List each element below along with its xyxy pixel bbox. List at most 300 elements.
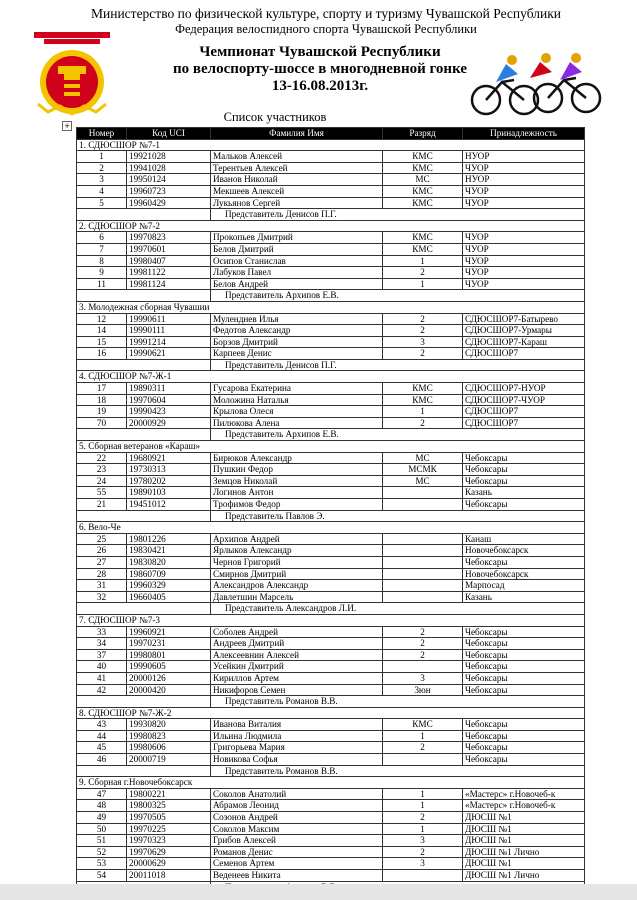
cell-number: 21: [77, 499, 127, 511]
cell-uci-code: 19960429: [127, 197, 211, 209]
team-group-row: [77, 220, 585, 232]
cell-uci-code: 19960723: [127, 185, 211, 197]
cell-number: 18: [77, 394, 127, 406]
table-row: [77, 580, 585, 592]
cell-number: 12: [77, 313, 127, 325]
cell-name: Абрамов Леонид: [211, 800, 383, 812]
table-row: [77, 348, 585, 360]
cell-number: 50: [77, 823, 127, 835]
team-group-row: [77, 371, 585, 383]
cell-number: 33: [77, 626, 127, 638]
cell-rank: 2: [383, 325, 463, 337]
cell-name: Ильина Людмила: [211, 730, 383, 742]
representative-row: [77, 359, 585, 371]
table-row: [77, 800, 585, 812]
table-row: [77, 151, 585, 163]
cell-number: 17: [77, 383, 127, 395]
cell-name: Семенов Артем: [211, 858, 383, 870]
cell-uci-code: 19960329: [127, 580, 211, 592]
cell-rank: 2: [383, 742, 463, 754]
cell-rank: КМС: [383, 162, 463, 174]
participants-table: [76, 127, 585, 893]
representative-spacer: [77, 359, 211, 371]
cell-affiliation: НУОР: [463, 151, 585, 163]
representative-spacer: [77, 290, 211, 302]
cell-affiliation: Чебоксары: [463, 742, 585, 754]
cell-uci-code: 19970601: [127, 243, 211, 255]
title-line-1: Чемпионат Чувашской Республики: [199, 44, 441, 60]
representative-row: [77, 603, 585, 615]
table-row: [77, 638, 585, 650]
cell-name: Соболев Андрей: [211, 626, 383, 638]
cell-affiliation: «Мастерс» г.Новочеб-к: [463, 788, 585, 800]
cell-affiliation: СДЮСШОР7: [463, 348, 585, 360]
cell-uci-code: 19990111: [127, 325, 211, 337]
cell-affiliation: ДЮСШ №1: [463, 812, 585, 824]
representative-text: Представитель Романов В.В.: [211, 765, 585, 777]
window-bottom-bar: [0, 884, 637, 900]
cell-name: Логинов Антон: [211, 487, 383, 499]
cell-number: 4: [77, 185, 127, 197]
cell-number: 22: [77, 452, 127, 464]
cell-uci-code: 19830421: [127, 545, 211, 557]
cell-name: Лукьянов Сергей: [211, 197, 383, 209]
table-row: [77, 545, 585, 557]
cell-number: 8: [77, 255, 127, 267]
representative-text: Представитель Павлов Э.: [211, 510, 585, 522]
cell-affiliation: НУОР: [463, 174, 585, 186]
representative-row: [77, 290, 585, 302]
cell-uci-code: 19970604: [127, 394, 211, 406]
column-header-affiliation: Принадлежность: [463, 128, 585, 140]
cell-name: Веденеев Никита: [211, 870, 383, 882]
table-row: [77, 278, 585, 290]
cell-affiliation: Чебоксары: [463, 730, 585, 742]
table-row: [77, 626, 585, 638]
cell-uci-code: 19930820: [127, 719, 211, 731]
cell-number: 26: [77, 545, 127, 557]
cell-uci-code: 19950124: [127, 174, 211, 186]
cell-name: Карпеев Денис: [211, 348, 383, 360]
cell-affiliation: СДЮСШОР7: [463, 417, 585, 429]
cell-name: Иванов Николай: [211, 174, 383, 186]
cell-uci-code: 19990611: [127, 313, 211, 325]
cell-affiliation: ЧУОР: [463, 232, 585, 244]
cell-rank: МСМК: [383, 464, 463, 476]
cell-uci-code: 19941028: [127, 162, 211, 174]
cell-uci-code: 19970629: [127, 846, 211, 858]
cell-name: Кириллов Артем: [211, 672, 383, 684]
cell-rank: 3: [383, 835, 463, 847]
representative-text: Представитель Александров Л.И.: [211, 603, 585, 615]
team-group-row: [77, 614, 585, 626]
cell-uci-code: 20000420: [127, 684, 211, 696]
representative-spacer: [77, 209, 211, 221]
cell-uci-code: 20011018: [127, 870, 211, 882]
cell-uci-code: 19921028: [127, 151, 211, 163]
team-group-title: 5. Сборная ветеранов «Караш»: [77, 441, 585, 453]
cell-rank: 3: [383, 858, 463, 870]
representative-text: Представитель Романов В.В.: [211, 696, 585, 708]
cell-rank: [383, 568, 463, 580]
cell-number: 44: [77, 730, 127, 742]
cell-name: Архипов Андрей: [211, 533, 383, 545]
cell-name: Белов Дмитрий: [211, 243, 383, 255]
cell-uci-code: 19970823: [127, 232, 211, 244]
cell-uci-code: 19960921: [127, 626, 211, 638]
cell-number: 47: [77, 788, 127, 800]
cell-rank: 1: [383, 823, 463, 835]
cell-name: Созонов Андрей: [211, 812, 383, 824]
cell-affiliation: Чебоксары: [463, 649, 585, 661]
cell-affiliation: Чебоксары: [463, 556, 585, 568]
cell-affiliation: Казань: [463, 591, 585, 603]
cell-number: 24: [77, 475, 127, 487]
cell-name: Никифоров Семен: [211, 684, 383, 696]
cell-name: Пилюкова Алена: [211, 417, 383, 429]
cell-affiliation: СДЮСШОР7-Батырево: [463, 313, 585, 325]
representative-row: [77, 696, 585, 708]
cell-uci-code: 19451012: [127, 499, 211, 511]
cyclists-icon: [468, 52, 608, 120]
representative-text: Представитель Архипов Е.В.: [211, 429, 585, 441]
cell-name: Романов Денис: [211, 846, 383, 858]
cell-affiliation: Чебоксары: [463, 754, 585, 766]
table-header-row: [77, 128, 585, 140]
cell-name: Смирнов Дмитрий: [211, 568, 383, 580]
cell-uci-code: 19800325: [127, 800, 211, 812]
cell-number: 48: [77, 800, 127, 812]
team-group-title: 7. СДЮСШОР №7-3: [77, 614, 585, 626]
cell-uci-code: 19980606: [127, 742, 211, 754]
team-group-row: [77, 522, 585, 534]
cell-uci-code: 19801226: [127, 533, 211, 545]
cell-rank: 1: [383, 406, 463, 418]
cell-rank: МС: [383, 475, 463, 487]
cell-name: Давлетшин Марсель: [211, 591, 383, 603]
table-row: [77, 417, 585, 429]
cell-rank: 3: [383, 336, 463, 348]
table-row: [77, 533, 585, 545]
cell-name: Соколов Анатолий: [211, 788, 383, 800]
cell-name: Лабуков Павел: [211, 267, 383, 279]
cell-affiliation: Чебоксары: [463, 684, 585, 696]
table-row: [77, 754, 585, 766]
cell-affiliation: ЧУОР: [463, 197, 585, 209]
cell-rank: КМС: [383, 185, 463, 197]
cell-number: 41: [77, 672, 127, 684]
table-move-handle-icon[interactable]: +: [62, 121, 72, 131]
cell-rank: 1: [383, 788, 463, 800]
table-row: [77, 185, 585, 197]
championship-title: [150, 44, 490, 95]
cell-rank: 2: [383, 417, 463, 429]
cell-uci-code: 19970323: [127, 835, 211, 847]
table-row: [77, 267, 585, 279]
cell-uci-code: 20000719: [127, 754, 211, 766]
cell-rank: [383, 556, 463, 568]
table-row: [77, 232, 585, 244]
cell-rank: [383, 545, 463, 557]
cell-name: Осипов Станислав: [211, 255, 383, 267]
cell-rank: 2: [383, 812, 463, 824]
cell-uci-code: 19890311: [127, 383, 211, 395]
table-row: [77, 255, 585, 267]
cell-rank: КМС: [383, 197, 463, 209]
cell-name: Моложина Наталья: [211, 394, 383, 406]
table-row: [77, 835, 585, 847]
cell-rank: 2: [383, 313, 463, 325]
column-header-uci: Код UCI: [127, 128, 211, 140]
cell-rank: [383, 870, 463, 882]
cell-name: Чернов Григорий: [211, 556, 383, 568]
cell-number: 55: [77, 487, 127, 499]
team-group-row: [77, 139, 585, 151]
column-header-name: Фамилия Имя: [211, 128, 383, 140]
cell-name: Ярлыков Александр: [211, 545, 383, 557]
chuvash-emblem-icon: [30, 30, 114, 120]
table-row: [77, 649, 585, 661]
cell-affiliation: СДЮСШОР7: [463, 406, 585, 418]
cell-affiliation: Чебоксары: [463, 661, 585, 673]
cell-name: Мекшеев Алексей: [211, 185, 383, 197]
cell-uci-code: 19970225: [127, 823, 211, 835]
table-row: [77, 742, 585, 754]
cell-number: 45: [77, 742, 127, 754]
cell-name: Усейкин Дмитрий: [211, 661, 383, 673]
table-row: [77, 464, 585, 476]
cell-name: Бирюков Александр: [211, 452, 383, 464]
team-group-title: 6. Вело-Че: [77, 522, 585, 534]
cell-affiliation: ЧУОР: [463, 162, 585, 174]
cell-number: 51: [77, 835, 127, 847]
cell-number: 43: [77, 719, 127, 731]
cell-number: 6: [77, 232, 127, 244]
table-row: [77, 591, 585, 603]
cell-name: Александров Александр: [211, 580, 383, 592]
cell-rank: КМС: [383, 394, 463, 406]
title-line-2: по велоспорту-шоссе в многодневной гонке: [173, 61, 467, 77]
cell-number: 49: [77, 812, 127, 824]
cell-number: 31: [77, 580, 127, 592]
team-group-title: 2. СДЮСШОР №7-2: [77, 220, 585, 232]
cell-number: 3: [77, 174, 127, 186]
team-group-row: [77, 777, 585, 789]
cell-rank: МС: [383, 174, 463, 186]
cell-uci-code: 20000929: [127, 417, 211, 429]
representative-row: [77, 765, 585, 777]
team-group-row: [77, 707, 585, 719]
cell-rank: 1: [383, 255, 463, 267]
cell-name: Грибов Алексей: [211, 835, 383, 847]
cell-affiliation: «Мастерс» г.Новочеб-к: [463, 800, 585, 812]
cell-name: Муленднев Илья: [211, 313, 383, 325]
cell-affiliation: ЧУОР: [463, 278, 585, 290]
table-row: [77, 197, 585, 209]
cell-name: Григорьева Мария: [211, 742, 383, 754]
cell-number: 52: [77, 846, 127, 858]
cell-name: Федотов Александр: [211, 325, 383, 337]
cell-number: 54: [77, 870, 127, 882]
cell-uci-code: 19981124: [127, 278, 211, 290]
cell-affiliation: ДЮСШ №1: [463, 823, 585, 835]
cell-number: 11: [77, 278, 127, 290]
representative-spacer: [77, 429, 211, 441]
cell-number: 27: [77, 556, 127, 568]
cell-rank: [383, 591, 463, 603]
cell-rank: КМС: [383, 243, 463, 255]
cell-affiliation: СДЮСШОР7-Караш: [463, 336, 585, 348]
table-row: [77, 452, 585, 464]
cell-rank: 2: [383, 267, 463, 279]
table-row: [77, 475, 585, 487]
cell-uci-code: 19990621: [127, 348, 211, 360]
cell-name: Андреев Дмитрий: [211, 638, 383, 650]
column-header-number: Номер: [77, 128, 127, 140]
representative-spacer: [77, 765, 211, 777]
cell-rank: 1: [383, 278, 463, 290]
representative-row: [77, 429, 585, 441]
cell-name: Земцов Николай: [211, 475, 383, 487]
representative-text: Представитель Денисов П.Г.: [211, 209, 585, 221]
team-group-title: 3. Молодежная сборная Чувашии: [77, 301, 585, 313]
cell-name: Борзов Дмитрий: [211, 336, 383, 348]
cell-number: 23: [77, 464, 127, 476]
cell-name: Алексеевнин Алексей: [211, 649, 383, 661]
cell-affiliation: Чебоксары: [463, 464, 585, 476]
cell-name: Соколов Максим: [211, 823, 383, 835]
table-row: [77, 812, 585, 824]
cell-name: Прокопьев Дмитрий: [211, 232, 383, 244]
cell-number: 2: [77, 162, 127, 174]
cell-number: 1: [77, 151, 127, 163]
table-row: [77, 336, 585, 348]
table-row: [77, 162, 585, 174]
cell-number: 9: [77, 267, 127, 279]
cell-name: Гусарова Екатерина: [211, 383, 383, 395]
cell-affiliation: Канаш: [463, 533, 585, 545]
representative-spacer: [77, 603, 211, 615]
cell-uci-code: 19991214: [127, 336, 211, 348]
cell-rank: 2: [383, 638, 463, 650]
cell-affiliation: ДЮСШ №1 Лично: [463, 846, 585, 858]
cell-affiliation: Новочебоксарск: [463, 568, 585, 580]
cell-affiliation: Новочебоксарск: [463, 545, 585, 557]
cell-uci-code: 19860709: [127, 568, 211, 580]
cell-affiliation: ЧУОР: [463, 185, 585, 197]
cell-number: 40: [77, 661, 127, 673]
cell-uci-code: 20000126: [127, 672, 211, 684]
cell-number: 15: [77, 336, 127, 348]
representative-spacer: [77, 696, 211, 708]
federation-title: Федерация велоспидного спорта Чувашской Республики: [175, 22, 477, 36]
cell-uci-code: 19780202: [127, 475, 211, 487]
team-group-title: 8. СДЮСШОР №7-Ж-2: [77, 707, 585, 719]
cell-affiliation: Марпосад: [463, 580, 585, 592]
cell-number: 70: [77, 417, 127, 429]
cell-rank: 1: [383, 730, 463, 742]
cell-affiliation: Чебоксары: [463, 452, 585, 464]
cell-number: 14: [77, 325, 127, 337]
team-group-row: [77, 301, 585, 313]
cell-rank: [383, 661, 463, 673]
cell-number: 28: [77, 568, 127, 580]
cell-name: Мальков Алексей: [211, 151, 383, 163]
cell-rank: 2: [383, 649, 463, 661]
cell-name: Крылова Олеся: [211, 406, 383, 418]
team-group-row: [77, 441, 585, 453]
table-row: [77, 661, 585, 673]
table-row: [77, 243, 585, 255]
cell-uci-code: 20000629: [127, 858, 211, 870]
cell-affiliation: ДЮСШ №1: [463, 858, 585, 870]
cell-rank: МС: [383, 452, 463, 464]
cell-rank: [383, 580, 463, 592]
cell-name: Трофимов Федор: [211, 499, 383, 511]
team-group-title: 9. Сборная г.Новочебоксарск: [77, 777, 585, 789]
table-row: [77, 788, 585, 800]
cell-uci-code: 19981122: [127, 267, 211, 279]
cell-affiliation: Чебоксары: [463, 626, 585, 638]
title-dates: 13-16.08.2013г.: [271, 78, 369, 94]
ministry-title: Министерство по физической культуре, спорту и туризму Чувашской Республики: [91, 6, 561, 21]
table-row: [77, 383, 585, 395]
table-row: [77, 325, 585, 337]
cell-uci-code: 19980801: [127, 649, 211, 661]
cell-uci-code: 19680921: [127, 452, 211, 464]
cell-affiliation: ЧУОР: [463, 267, 585, 279]
cell-affiliation: Казань: [463, 487, 585, 499]
cell-number: 16: [77, 348, 127, 360]
cell-affiliation: Чебоксары: [463, 499, 585, 511]
cell-number: 25: [77, 533, 127, 545]
cell-affiliation: Чебоксары: [463, 672, 585, 684]
cell-uci-code: 19990605: [127, 661, 211, 673]
cell-rank: КМС: [383, 719, 463, 731]
cell-uci-code: 19800221: [127, 788, 211, 800]
table-row: [77, 730, 585, 742]
cell-affiliation: СДЮСШОР7-ЧУОР: [463, 394, 585, 406]
representative-row: [77, 209, 585, 221]
cell-uci-code: 19830820: [127, 556, 211, 568]
cell-name: Новикова Софья: [211, 754, 383, 766]
table-row: [77, 858, 585, 870]
cell-number: 5: [77, 197, 127, 209]
cell-rank: 2: [383, 626, 463, 638]
representative-spacer: [77, 510, 211, 522]
cell-rank: КМС: [383, 232, 463, 244]
cell-number: 46: [77, 754, 127, 766]
cell-uci-code: 19730313: [127, 464, 211, 476]
representative-text: Представитель Архипов Е.В.: [211, 290, 585, 302]
cell-number: 7: [77, 243, 127, 255]
column-header-rank: Разряд: [383, 128, 463, 140]
cell-name: Иванова Виталия: [211, 719, 383, 731]
table-row: [77, 870, 585, 882]
cell-affiliation: СДЮСШОР7-НУОР: [463, 383, 585, 395]
cell-affiliation: Чебоксары: [463, 475, 585, 487]
cell-affiliation: ДЮСШ №1 Лично: [463, 870, 585, 882]
cell-rank: [383, 754, 463, 766]
cell-affiliation: ЧУОР: [463, 243, 585, 255]
table-row: [77, 394, 585, 406]
cell-uci-code: 19890103: [127, 487, 211, 499]
cell-number: 34: [77, 638, 127, 650]
table-row: [77, 174, 585, 186]
cell-affiliation: ЧУОР: [463, 255, 585, 267]
cell-uci-code: 19980407: [127, 255, 211, 267]
table-row: [77, 406, 585, 418]
